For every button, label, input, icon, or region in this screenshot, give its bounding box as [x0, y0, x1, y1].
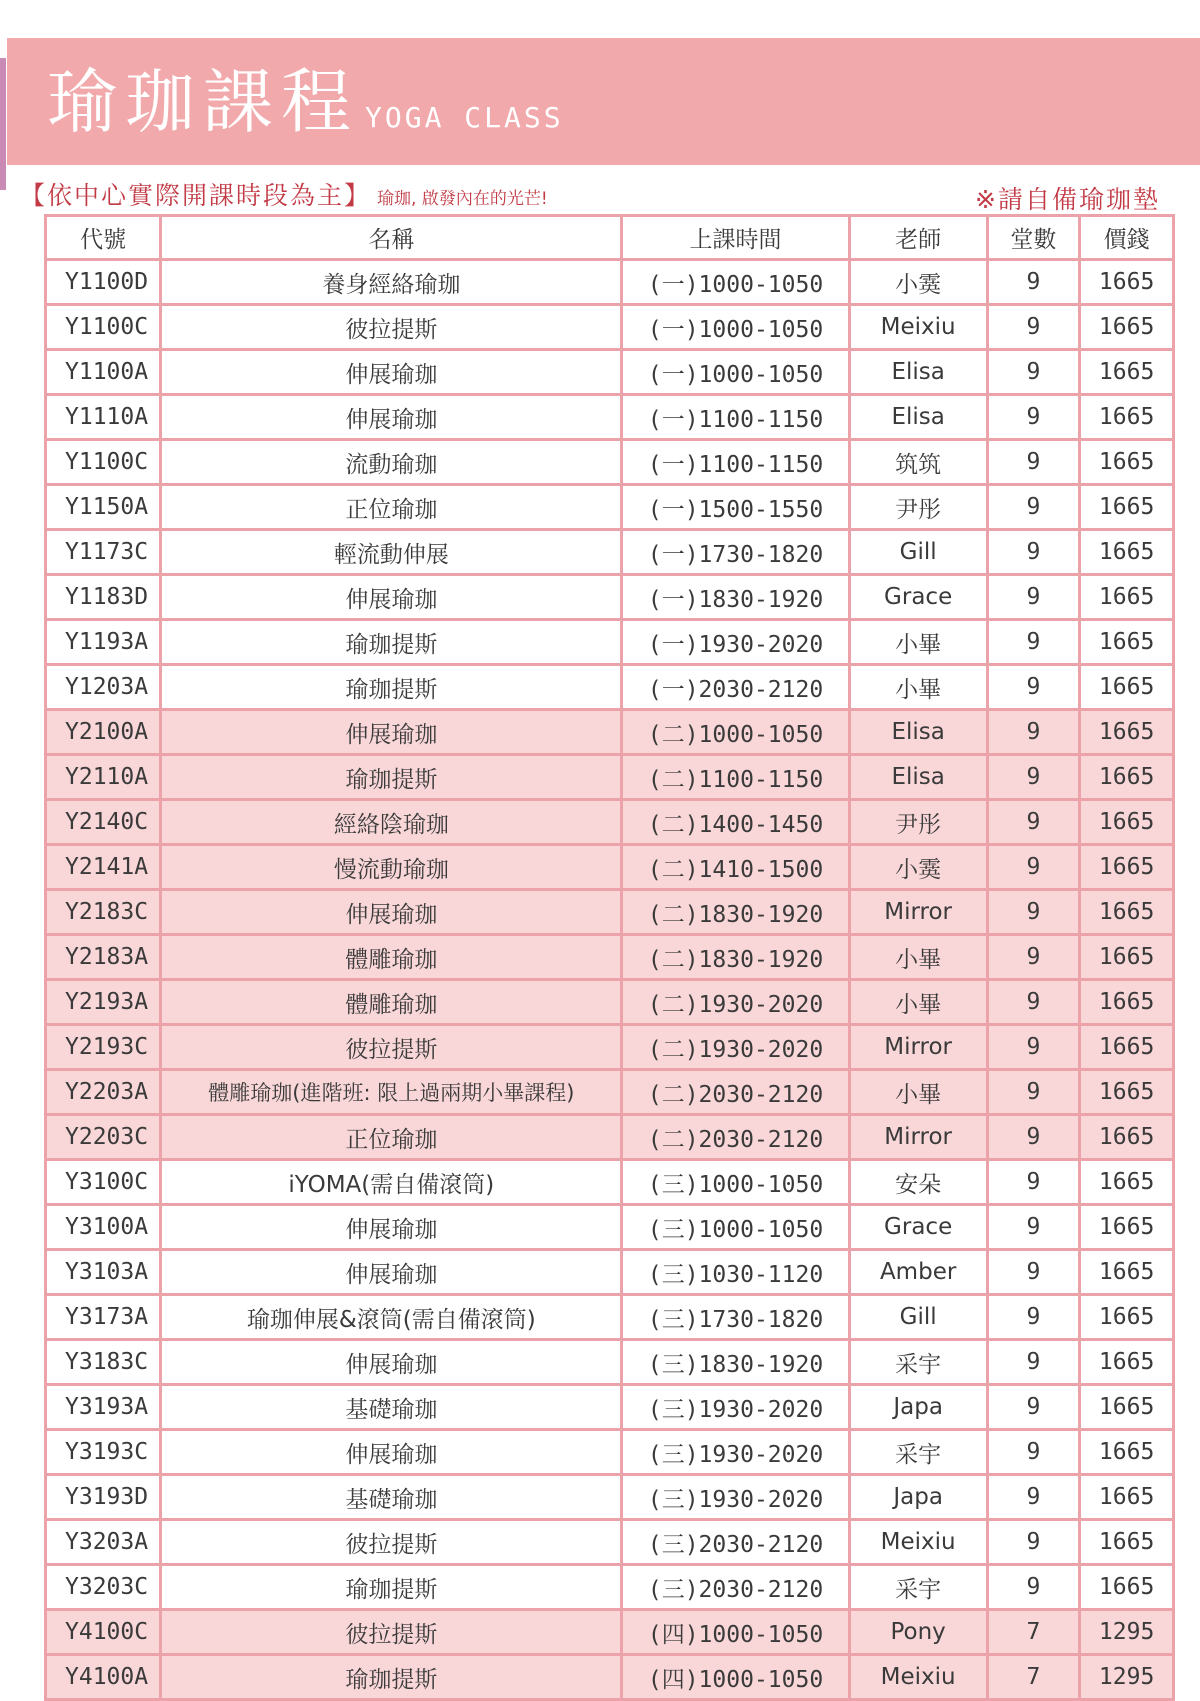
class-time-cell: (一)1000-1050: [622, 350, 849, 395]
session-count-cell: 9: [987, 665, 1080, 710]
session-count-cell: 9: [987, 1430, 1080, 1475]
class-time-cell: (二)1930-2020: [622, 1025, 849, 1070]
course-code-cell: Y2183C: [46, 890, 161, 935]
table-row: [46, 710, 1174, 755]
table-row: [46, 845, 1174, 890]
course-code-cell: Y3183C: [46, 1340, 161, 1385]
course-name-cell: 伸展瑜珈: [161, 1430, 622, 1475]
course-name-cell: 彼拉提斯: [161, 305, 622, 350]
session-count-cell: 9: [987, 1520, 1080, 1565]
table-row: [46, 1655, 1174, 1700]
course-code-cell: Y1100C: [46, 305, 161, 350]
table-row: [46, 980, 1174, 1025]
course-code-cell: Y2100A: [46, 710, 161, 755]
class-time-cell: (二)2030-2120: [622, 1115, 849, 1160]
course-name-cell: 養身經絡瑜珈: [161, 260, 622, 305]
course-name-cell: 瑜珈提斯: [161, 755, 622, 800]
class-schedule-table: [44, 214, 1175, 1701]
course-code-cell: Y1110A: [46, 395, 161, 440]
teacher-cell: Elisa: [849, 710, 987, 755]
header-teacher: 老師: [849, 216, 987, 260]
course-name-cell: 伸展瑜珈: [161, 1340, 622, 1385]
teacher-cell: Amber: [849, 1250, 987, 1295]
course-name-cell: 伸展瑜珈: [161, 575, 622, 620]
session-count-cell: 9: [987, 1340, 1080, 1385]
course-code-cell: Y1100C: [46, 440, 161, 485]
teacher-cell: 小霙: [849, 260, 987, 305]
price-cell: 1665: [1080, 665, 1174, 710]
teacher-cell: Gill: [849, 1295, 987, 1340]
table-row: [46, 485, 1174, 530]
header-code: 代號: [46, 216, 161, 260]
class-time-cell: (一)1000-1050: [622, 260, 849, 305]
table-row: [46, 935, 1174, 980]
price-cell: 1665: [1080, 755, 1174, 800]
table-row: [46, 1160, 1174, 1205]
price-cell: 1665: [1080, 980, 1174, 1025]
teacher-cell: 小畢: [849, 665, 987, 710]
table-row: [46, 1205, 1174, 1250]
course-code-cell: Y2193A: [46, 980, 161, 1025]
price-cell: 1665: [1080, 845, 1174, 890]
course-name-cell: 伸展瑜珈: [161, 710, 622, 755]
course-name-cell: 彼拉提斯: [161, 1610, 622, 1655]
course-code-cell: Y2203A: [46, 1070, 161, 1115]
notice-bar: [20, 174, 1160, 214]
course-code-cell: Y1183D: [46, 575, 161, 620]
table-row: [46, 1385, 1174, 1430]
class-time-cell: (二)1930-2020: [622, 980, 849, 1025]
session-count-cell: 9: [987, 1385, 1080, 1430]
teacher-cell: Pony: [849, 1610, 987, 1655]
session-count-cell: 9: [987, 980, 1080, 1025]
course-code-cell: Y3193C: [46, 1430, 161, 1475]
teacher-cell: Japa: [849, 1475, 987, 1520]
table-row: [46, 1025, 1174, 1070]
teacher-cell: 小畢: [849, 620, 987, 665]
class-time-cell: (三)1930-2020: [622, 1475, 849, 1520]
table-row: [46, 530, 1174, 575]
course-code-cell: Y2203C: [46, 1115, 161, 1160]
teacher-cell: Mirror: [849, 1025, 987, 1070]
session-count-cell: 9: [987, 305, 1080, 350]
price-cell: 1665: [1080, 890, 1174, 935]
price-cell: 1665: [1080, 530, 1174, 575]
session-count-cell: 9: [987, 890, 1080, 935]
course-code-cell: Y3203C: [46, 1565, 161, 1610]
class-time-cell: (三)2030-2120: [622, 1520, 849, 1565]
class-time-cell: (一)1100-1150: [622, 395, 849, 440]
table-row: [46, 350, 1174, 395]
course-code-cell: Y2141A: [46, 845, 161, 890]
table-row: [46, 665, 1174, 710]
class-time-cell: (二)1830-1920: [622, 935, 849, 980]
notice-main: 【依中心實際開課時段為主】: [20, 181, 372, 210]
table-row: [46, 1565, 1174, 1610]
price-cell: 1665: [1080, 710, 1174, 755]
table-row: [46, 260, 1174, 305]
class-time-cell: (二)1100-1150: [622, 755, 849, 800]
course-code-cell: Y2193C: [46, 1025, 161, 1070]
table-row: [46, 890, 1174, 935]
class-time-cell: (三)2030-2120: [622, 1565, 849, 1610]
table-row: [46, 395, 1174, 440]
teacher-cell: Grace: [849, 1205, 987, 1250]
teacher-cell: 小畢: [849, 1070, 987, 1115]
table-row: [46, 1430, 1174, 1475]
course-name-cell: 慢流動瑜珈: [161, 845, 622, 890]
course-name-cell: 伸展瑜珈: [161, 395, 622, 440]
price-cell: 1665: [1080, 575, 1174, 620]
price-cell: 1665: [1080, 1070, 1174, 1115]
table-row: [46, 620, 1174, 665]
price-cell: 1665: [1080, 1115, 1174, 1160]
class-time-cell: (三)1830-1920: [622, 1340, 849, 1385]
price-cell: 1665: [1080, 1430, 1174, 1475]
header-sessions: 堂數: [987, 216, 1080, 260]
session-count-cell: 9: [987, 1295, 1080, 1340]
session-count-cell: 9: [987, 845, 1080, 890]
price-cell: 1665: [1080, 1475, 1174, 1520]
header-time: 上課時間: [622, 216, 849, 260]
teacher-cell: Elisa: [849, 395, 987, 440]
session-count-cell: 9: [987, 575, 1080, 620]
session-count-cell: 7: [987, 1655, 1080, 1700]
course-name-cell: 伸展瑜珈: [161, 1250, 622, 1295]
teacher-cell: 尹彤: [849, 800, 987, 845]
course-name-cell: 瑜珈伸展&滾筒(需自備滾筒): [161, 1295, 622, 1340]
course-code-cell: Y3103A: [46, 1250, 161, 1295]
session-count-cell: 9: [987, 395, 1080, 440]
course-name-cell: 基礎瑜珈: [161, 1475, 622, 1520]
teacher-cell: 小霙: [849, 845, 987, 890]
course-code-cell: Y3193A: [46, 1385, 161, 1430]
class-time-cell: (一)1500-1550: [622, 485, 849, 530]
header-price: 價錢: [1080, 216, 1174, 260]
table-row: [46, 1295, 1174, 1340]
table-row: [46, 440, 1174, 485]
class-time-cell: (四)1000-1050: [622, 1655, 849, 1700]
session-count-cell: 9: [987, 710, 1080, 755]
course-name-cell: 正位瑜珈: [161, 1115, 622, 1160]
class-time-cell: (二)1830-1920: [622, 890, 849, 935]
course-code-cell: Y2110A: [46, 755, 161, 800]
course-name-cell: 基礎瑜珈: [161, 1385, 622, 1430]
session-count-cell: 9: [987, 1160, 1080, 1205]
class-time-cell: (一)1830-1920: [622, 575, 849, 620]
course-name-cell: 經絡陰瑜珈: [161, 800, 622, 845]
table-row: [46, 575, 1174, 620]
course-code-cell: Y4100A: [46, 1655, 161, 1700]
course-name-cell: 體雕瑜珈: [161, 980, 622, 1025]
price-cell: 1665: [1080, 1520, 1174, 1565]
course-code-cell: Y4100C: [46, 1610, 161, 1655]
course-code-cell: Y3100A: [46, 1205, 161, 1250]
session-count-cell: 7: [987, 1610, 1080, 1655]
table-row: [46, 1340, 1174, 1385]
course-name-cell: 瑜珈提斯: [161, 1565, 622, 1610]
class-time-cell: (一)1730-1820: [622, 530, 849, 575]
course-name-cell: 伸展瑜珈: [161, 1205, 622, 1250]
course-code-cell: Y1193A: [46, 620, 161, 665]
course-name-cell: 體雕瑜珈: [161, 935, 622, 980]
session-count-cell: 9: [987, 350, 1080, 395]
class-time-cell: (三)1930-2020: [622, 1430, 849, 1475]
teacher-cell: 筑筑: [849, 440, 987, 485]
class-time-cell: (一)1100-1150: [622, 440, 849, 485]
table-row: [46, 1070, 1174, 1115]
class-time-cell: (三)1000-1050: [622, 1205, 849, 1250]
class-time-cell: (二)2030-2120: [622, 1070, 849, 1115]
course-code-cell: Y1203A: [46, 665, 161, 710]
price-cell: 1665: [1080, 395, 1174, 440]
price-cell: 1665: [1080, 440, 1174, 485]
teacher-cell: 小畢: [849, 980, 987, 1025]
session-count-cell: 9: [987, 1205, 1080, 1250]
table-row: [46, 1610, 1174, 1655]
teacher-cell: Meixiu: [849, 1520, 987, 1565]
price-cell: 1665: [1080, 1385, 1174, 1430]
table-row: [46, 800, 1174, 845]
price-cell: 1665: [1080, 620, 1174, 665]
table-row: [46, 305, 1174, 350]
session-count-cell: 9: [987, 440, 1080, 485]
table-header-row: [46, 216, 1174, 260]
teacher-cell: 采宇: [849, 1430, 987, 1475]
course-name-cell: 輕流動伸展: [161, 530, 622, 575]
course-code-cell: Y2183A: [46, 935, 161, 980]
price-cell: 1665: [1080, 800, 1174, 845]
session-count-cell: 9: [987, 1250, 1080, 1295]
table-row: [46, 1475, 1174, 1520]
course-name-cell: 瑜珈提斯: [161, 1655, 622, 1700]
table-row: [46, 1520, 1174, 1565]
course-name-cell: 瑜珈提斯: [161, 620, 622, 665]
price-cell: 1665: [1080, 305, 1174, 350]
course-code-cell: Y3193D: [46, 1475, 161, 1520]
price-cell: 1665: [1080, 935, 1174, 980]
course-code-cell: Y3173A: [46, 1295, 161, 1340]
session-count-cell: 9: [987, 530, 1080, 575]
session-count-cell: 9: [987, 260, 1080, 305]
price-cell: 1665: [1080, 1340, 1174, 1385]
teacher-cell: 安朵: [849, 1160, 987, 1205]
course-name-cell: 彼拉提斯: [161, 1025, 622, 1070]
class-time-cell: (一)1930-2020: [622, 620, 849, 665]
page-subtitle: YOGA CLASS: [365, 101, 564, 134]
course-name-cell: 瑜珈提斯: [161, 665, 622, 710]
class-time-cell: (四)1000-1050: [622, 1610, 849, 1655]
price-cell: 1295: [1080, 1655, 1174, 1700]
price-cell: 1665: [1080, 1160, 1174, 1205]
session-count-cell: 9: [987, 485, 1080, 530]
course-name-cell: 體雕瑜珈(進階班: 限上過兩期小畢課程): [161, 1070, 622, 1115]
session-count-cell: 9: [987, 1070, 1080, 1115]
teacher-cell: Mirror: [849, 890, 987, 935]
class-time-cell: (一)2030-2120: [622, 665, 849, 710]
teacher-cell: Grace: [849, 575, 987, 620]
session-count-cell: 9: [987, 800, 1080, 845]
teacher-cell: Meixiu: [849, 1655, 987, 1700]
session-count-cell: 9: [987, 1025, 1080, 1070]
price-cell: 1665: [1080, 1250, 1174, 1295]
side-accent-bar: [0, 58, 6, 190]
price-cell: 1665: [1080, 1565, 1174, 1610]
teacher-cell: 尹彤: [849, 485, 987, 530]
class-time-cell: (二)1400-1450: [622, 800, 849, 845]
table-row: [46, 1115, 1174, 1160]
class-time-cell: (一)1000-1050: [622, 305, 849, 350]
table-row: [46, 1250, 1174, 1295]
session-count-cell: 9: [987, 620, 1080, 665]
course-code-cell: Y1173C: [46, 530, 161, 575]
course-code-cell: Y1100D: [46, 260, 161, 305]
price-cell: 1665: [1080, 1205, 1174, 1250]
course-name-cell: 彼拉提斯: [161, 1520, 622, 1565]
header-banner: [7, 38, 1200, 165]
teacher-cell: 小畢: [849, 935, 987, 980]
class-time-cell: (三)1730-1820: [622, 1295, 849, 1340]
course-name-cell: 伸展瑜珈: [161, 890, 622, 935]
table-body: [46, 260, 1174, 1700]
course-code-cell: Y3100C: [46, 1160, 161, 1205]
course-code-cell: Y3203A: [46, 1520, 161, 1565]
session-count-cell: 9: [987, 1475, 1080, 1520]
session-count-cell: 9: [987, 1115, 1080, 1160]
price-cell: 1665: [1080, 350, 1174, 395]
price-cell: 1665: [1080, 1025, 1174, 1070]
session-count-cell: 9: [987, 1565, 1080, 1610]
course-name-cell: iYOMA(需自備滾筒): [161, 1160, 622, 1205]
class-time-cell: (二)1000-1050: [622, 710, 849, 755]
page-title: 瑜珈課程: [47, 60, 359, 143]
course-code-cell: Y2140C: [46, 800, 161, 845]
course-code-cell: Y1150A: [46, 485, 161, 530]
teacher-cell: Elisa: [849, 350, 987, 395]
teacher-cell: Japa: [849, 1385, 987, 1430]
header-name: 名稱: [161, 216, 622, 260]
price-cell: 1665: [1080, 1295, 1174, 1340]
teacher-cell: Gill: [849, 530, 987, 575]
session-count-cell: 9: [987, 755, 1080, 800]
teacher-cell: 采宇: [849, 1340, 987, 1385]
teacher-cell: Meixiu: [849, 305, 987, 350]
price-cell: 1665: [1080, 485, 1174, 530]
price-cell: 1665: [1080, 260, 1174, 305]
table-row: [46, 755, 1174, 800]
teacher-cell: Elisa: [849, 755, 987, 800]
course-name-cell: 伸展瑜珈: [161, 350, 622, 395]
course-name-cell: 正位瑜珈: [161, 485, 622, 530]
class-time-cell: (三)1030-1120: [622, 1250, 849, 1295]
notice-tagline: 瑜珈, 啟發內在的光芒!: [377, 188, 548, 209]
teacher-cell: 采宇: [849, 1565, 987, 1610]
teacher-cell: Mirror: [849, 1115, 987, 1160]
notice-bring-mat: ※請自備瑜珈墊: [975, 185, 1160, 214]
class-time-cell: (三)1930-2020: [622, 1385, 849, 1430]
class-time-cell: (二)1410-1500: [622, 845, 849, 890]
course-name-cell: 流動瑜珈: [161, 440, 622, 485]
class-time-cell: (三)1000-1050: [622, 1160, 849, 1205]
price-cell: 1295: [1080, 1610, 1174, 1655]
session-count-cell: 9: [987, 935, 1080, 980]
course-code-cell: Y1100A: [46, 350, 161, 395]
